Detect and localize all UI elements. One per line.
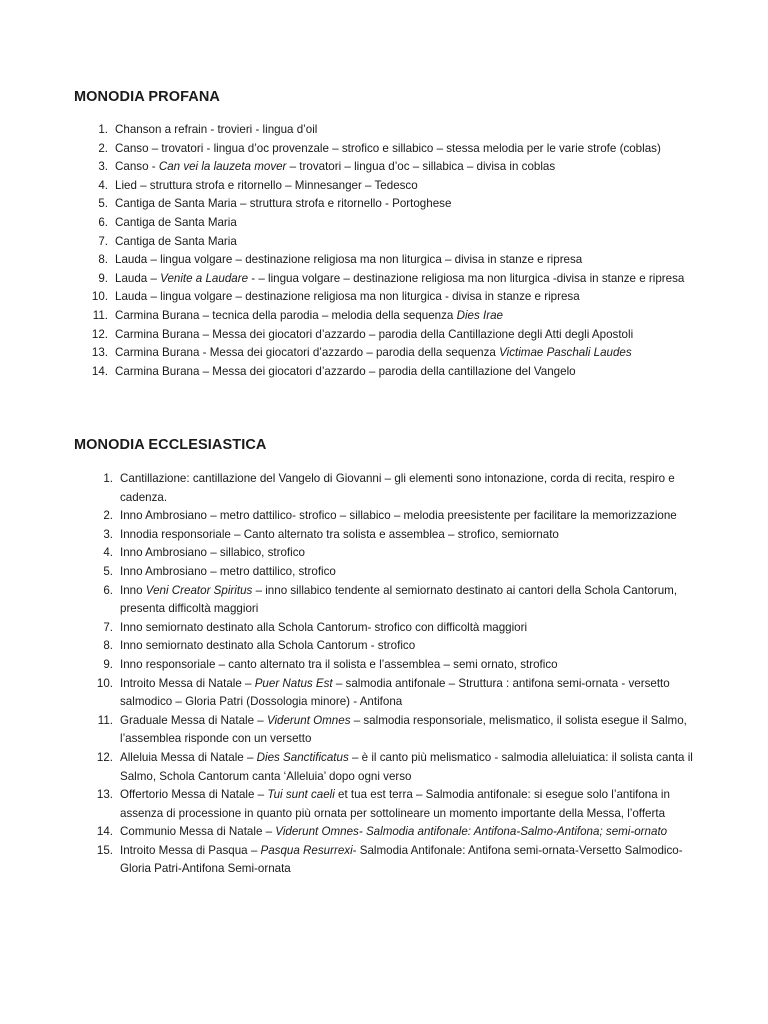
list-item-number: 14. bbox=[91, 364, 108, 378]
list-item-number: 5. bbox=[98, 197, 108, 211]
list-item bbox=[0, 526, 700, 545]
list-item bbox=[0, 214, 700, 233]
text-run: Carmina Burana - Messa dei giocatori d’azzardo – parodia della sequenza bbox=[115, 346, 500, 360]
text-run: Lied – struttura strofa e ritornello – Minnesanger – Tedesco bbox=[115, 178, 418, 192]
list-item bbox=[0, 842, 700, 879]
text-run: Inno Ambrosiano – sillabico, strofico bbox=[120, 546, 305, 560]
text-run: Lauda – lingua volgare – destinazione religiosa ma non liturgica – divisa in stanze e ripresa bbox=[115, 253, 583, 267]
list-item-text bbox=[120, 714, 687, 746]
text-run: Chanson a refrain - trovieri - lingua d’oil bbox=[115, 123, 318, 136]
list-item bbox=[0, 233, 700, 252]
list-item bbox=[0, 619, 700, 638]
list-item-number: 13. bbox=[91, 346, 108, 360]
list-item bbox=[0, 195, 700, 214]
text-run: - Salmodia Antifonale: Antifona semi-ornata-Versetto Salmodico-Gloria Patri-Antifona Semi-ornata bbox=[120, 843, 683, 876]
italic-title: Puer Natus Est bbox=[254, 676, 333, 690]
text-run: Innodia responsoriale – Canto alternato tra solista e assemblea – strofico, semiornato bbox=[120, 527, 559, 541]
list-item-text bbox=[115, 328, 633, 341]
list-item-text bbox=[115, 272, 684, 285]
list-item-number: 8. bbox=[98, 253, 108, 267]
list-monodia-ecclesiastica bbox=[0, 470, 768, 879]
list-item-number: 13. bbox=[96, 788, 113, 802]
list-item bbox=[0, 786, 700, 823]
list-item-number: 15. bbox=[96, 843, 113, 857]
list-item-text bbox=[120, 639, 415, 652]
text-run: Communio Messa di Natale – bbox=[120, 825, 276, 839]
list-item-number: 6. bbox=[103, 583, 113, 597]
list-item bbox=[0, 363, 700, 382]
italic-title: Dies Irae bbox=[456, 308, 503, 322]
list-item-number: 7. bbox=[98, 234, 108, 248]
text-run: Inno Ambrosiano – metro dattilico, strofico bbox=[120, 564, 336, 578]
list-item bbox=[0, 270, 700, 289]
list-item bbox=[0, 544, 700, 563]
text-run: Lauda – bbox=[115, 271, 161, 285]
list-item-number: 3. bbox=[98, 160, 108, 174]
italic-title: Pasqua Resurrexi bbox=[260, 843, 353, 857]
text-run: – salmodia responsoriale, melismatico, il solista esegue il Salmo, l’assemblea risponde con un versetto bbox=[120, 713, 687, 746]
text-run: Inno semiornato destinato alla Schola Cantorum - strofico bbox=[120, 639, 416, 653]
list-item bbox=[0, 656, 700, 675]
list-item bbox=[0, 307, 700, 326]
list-item bbox=[0, 121, 700, 140]
list-item bbox=[0, 749, 700, 786]
text-run: – inno sillabico tendente al semiornato destinato ai cantori della Schola Cantorum, presenta difficoltà maggiori bbox=[120, 583, 678, 616]
list-item-text bbox=[115, 197, 451, 210]
text-run: et tua est terra – Salmodia antifonale: si esegue solo l’antifona in assenza di processione in quanto più ornata per sottolineare un momento importante della Messa, l’offerta bbox=[120, 788, 670, 820]
list-item-number: 1. bbox=[98, 123, 108, 136]
text-run: Graduale Messa di Natale – bbox=[120, 713, 267, 727]
list-item bbox=[0, 326, 700, 345]
text-run: Cantiga de Santa Maria bbox=[115, 234, 237, 248]
text-run: Cantiga de Santa Maria bbox=[115, 215, 237, 229]
list-item-text bbox=[120, 472, 675, 504]
list-item bbox=[0, 823, 700, 842]
list-item bbox=[0, 507, 700, 526]
text-run: Inno responsoriale – canto alternato tra il solista e l’assemblea – semi ornato, strofico bbox=[120, 657, 558, 671]
list-item-number: 14. bbox=[96, 825, 113, 839]
list-item-text bbox=[120, 658, 558, 671]
list-item-text bbox=[115, 253, 582, 266]
text-run: Carmina Burana – Messa dei giocatori d’azzardo – parodia della cantillazione del Vangelo bbox=[115, 364, 576, 378]
text-run: - – lingua volgare – destinazione religiosa ma non liturgica -divisa in stanze e ripresa bbox=[248, 271, 685, 285]
list-item-number: 11. bbox=[92, 308, 108, 322]
list-item-text bbox=[120, 565, 336, 578]
list-item-number: 8. bbox=[103, 639, 113, 653]
list-item-text bbox=[115, 216, 237, 229]
list-item-text bbox=[120, 677, 670, 709]
list-item-number: 7. bbox=[103, 620, 113, 634]
text-run: Introito Messa di Natale – bbox=[120, 676, 255, 690]
text-run: Introito Messa di Pasqua – bbox=[120, 843, 261, 857]
list-item-text bbox=[120, 788, 670, 820]
list-item-number: 10. bbox=[96, 676, 113, 690]
list-item-text bbox=[115, 123, 317, 136]
italic-title: Veni Creator Spiritus bbox=[145, 583, 253, 597]
text-run: Inno semiornato destinato alla Schola Cantorum- strofico con difficoltà maggiori bbox=[120, 620, 528, 634]
list-item-number: 12. bbox=[91, 327, 108, 341]
list-item-text bbox=[120, 546, 305, 559]
list-item-text bbox=[115, 235, 237, 248]
list-item-text bbox=[120, 621, 527, 634]
list-item-number: 1. bbox=[103, 472, 113, 485]
list-item bbox=[0, 158, 700, 177]
list-item-text bbox=[115, 346, 632, 359]
text-run: Alleluia Messa di Natale – bbox=[120, 750, 257, 764]
italic-title: Viderunt Omnes bbox=[266, 713, 351, 727]
list-item bbox=[0, 712, 700, 749]
list-item bbox=[0, 470, 700, 507]
list-item-text bbox=[120, 584, 677, 616]
list-item bbox=[0, 582, 700, 619]
list-item-text bbox=[115, 142, 661, 155]
text-run: – salmodia antifonale – Struttura : antifona semi-ornata - versetto salmodico – Gloria Patri (Dossologia minore) - Antifona bbox=[120, 676, 670, 709]
text-run: Inno Ambrosiano – metro dattilico- strofico – sillabico – melodia preesistente per facilitare la memorizzazione bbox=[120, 509, 677, 523]
list-item-text bbox=[115, 365, 576, 378]
text-run: Carmina Burana – Messa dei giocatori d’azzardo – parodia della Cantillazione degli Atti degli Apostoli bbox=[115, 327, 634, 341]
list-item-text bbox=[115, 179, 418, 192]
list-item-number: 2. bbox=[103, 509, 113, 523]
text-run: Cantiga de Santa Maria – struttura strofa e ritornello - Portoghese bbox=[115, 197, 452, 211]
list-item-number: 11. bbox=[97, 713, 113, 727]
list-item-text bbox=[115, 290, 580, 303]
text-run: Cantillazione: cantillazione del Vangelo di Giovanni – gli elementi sono intonazione, corda di recita, respiro e cadenza. bbox=[120, 472, 675, 504]
list-item-number: 4. bbox=[98, 178, 108, 192]
italic-title: Dies Sanctificatus bbox=[256, 750, 349, 764]
list-item-text bbox=[115, 309, 503, 322]
list-item-number: 5. bbox=[103, 564, 113, 578]
text-run: – trovatori – lingua d’oc – sillabica – divisa in coblas bbox=[286, 160, 556, 174]
list-item-text bbox=[115, 160, 555, 173]
list-item-text bbox=[120, 751, 693, 783]
text-run: – è il canto più melismatico - salmodia alleluiatica: il solista canta il Salmo, Schola Cantorum canta ‘Alleluia’ dopo ogni verso bbox=[120, 750, 693, 783]
text-run: Canso – trovatori - lingua d’oc provenzale – strofico e sillabico – stessa melodia per le varie strofe (coblas) bbox=[115, 141, 661, 155]
list-item bbox=[0, 637, 700, 656]
list-item-text bbox=[120, 825, 667, 838]
text-run: Canso - bbox=[115, 160, 159, 174]
text-run: Offertorio Messa di Natale – bbox=[120, 788, 268, 802]
italic-title: Venite a Laudare bbox=[160, 271, 249, 285]
list-item-number: 3. bbox=[103, 527, 113, 541]
italic-title: Victimae Paschali Laudes bbox=[499, 346, 632, 360]
list-item bbox=[0, 288, 700, 307]
list-item-number: 4. bbox=[103, 546, 113, 560]
list-item-number: 10. bbox=[91, 290, 108, 304]
text-run: Lauda – lingua volgare – destinazione religiosa ma non liturgica - divisa in stanze e ripresa bbox=[115, 290, 580, 304]
list-item-number: 6. bbox=[98, 215, 108, 229]
list-monodia-profana bbox=[0, 121, 768, 381]
italic-title: Tui sunt caeli bbox=[267, 788, 335, 802]
list-item-number: 9. bbox=[98, 271, 108, 285]
list-item-number: 2. bbox=[98, 141, 108, 155]
list-item-number: 9. bbox=[103, 657, 113, 671]
list-item bbox=[0, 251, 700, 270]
list-item bbox=[0, 177, 700, 196]
italic-title: Viderunt Omnes- Salmodia antifonale: Antifona-Salmo-Antifona; semi-ornato bbox=[275, 825, 668, 839]
list-item-text bbox=[120, 528, 559, 541]
section-title-monodia-profana: MONODIA PROFANA bbox=[74, 89, 220, 105]
text-run: Inno bbox=[120, 583, 146, 597]
list-item bbox=[0, 563, 700, 582]
list-item bbox=[0, 675, 700, 712]
list-item-number: 12. bbox=[96, 750, 113, 764]
list-item-text bbox=[120, 509, 677, 522]
text-run: Carmina Burana – tecnica della parodia – melodia della sequenza bbox=[115, 308, 457, 322]
list-item bbox=[0, 140, 700, 159]
list-item bbox=[0, 344, 700, 363]
italic-title: Can vei la lauzeta mover bbox=[158, 160, 287, 174]
list-item-text bbox=[120, 844, 683, 876]
section-title-monodia-ecclesiastica: MONODIA ECCLESIASTICA bbox=[74, 437, 267, 453]
